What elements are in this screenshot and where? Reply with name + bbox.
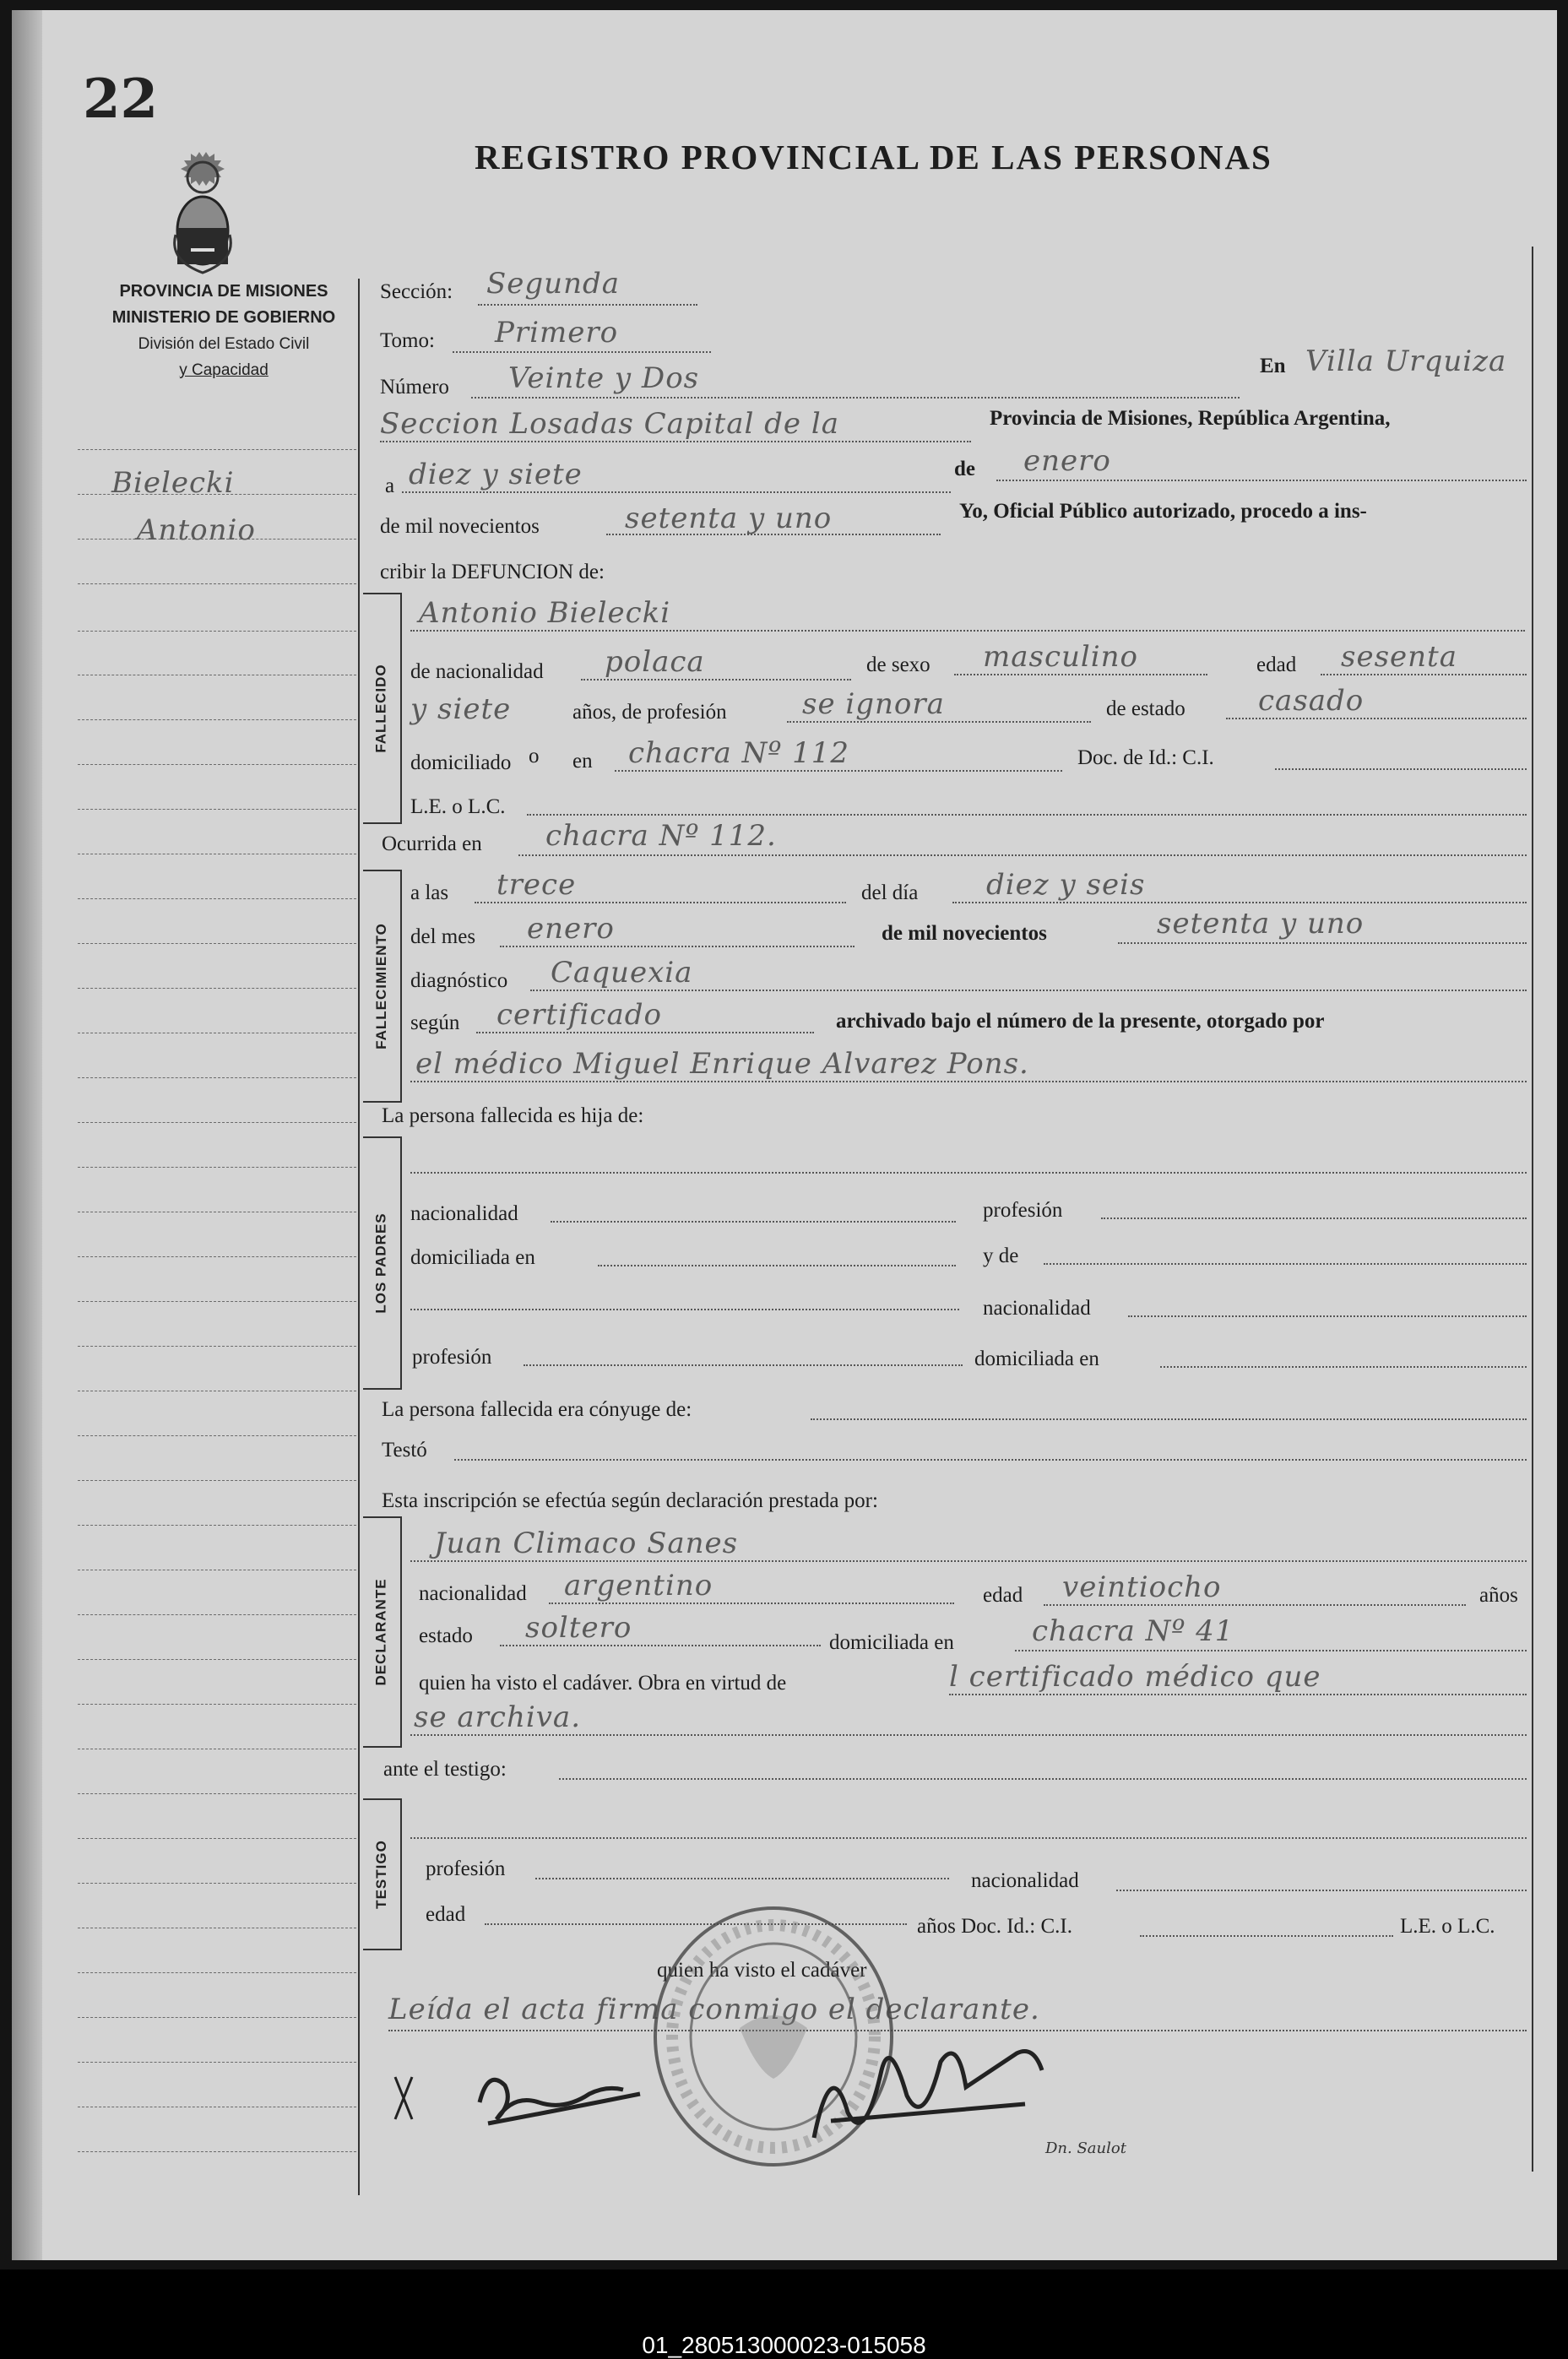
hora-label: a las [410, 881, 449, 904]
fallecido-section [363, 593, 402, 824]
year-label: de mil novecientos [380, 515, 540, 538]
page-number: 22 [83, 68, 159, 131]
registry-page [12, 10, 1557, 2260]
tomo-value: Primero [495, 316, 619, 350]
document-title: REGISTRO PROVINCIAL DE LAS PERSONAS [475, 138, 1272, 176]
stamp-name: Dn. Saulot [1045, 2139, 1126, 2157]
padres-section [363, 1136, 402, 1390]
numero-label: Número [380, 376, 449, 399]
estado-label: de estado [1106, 697, 1185, 720]
fallecido-nac-value: polaca [605, 645, 705, 679]
testigo-section [363, 1798, 402, 1950]
hija-text: La persona fallecida es hija de: [382, 1104, 644, 1127]
officer-signature-icon [797, 2020, 1050, 2155]
sexo-label: de sexo [866, 653, 930, 676]
month-value: enero [1023, 444, 1111, 478]
year-value: setenta y uno [625, 502, 833, 535]
fallecido-label: FALLECIDO [373, 664, 389, 753]
de-label: de [954, 458, 975, 480]
issuer-province: PROVINCIA DE MISIONES [119, 282, 328, 301]
domicilio-label: domiciliado [410, 751, 512, 774]
mes-label: del mes [410, 925, 476, 948]
declarante-nac-label: nacionalidad [419, 1582, 527, 1605]
fallecido-name: Antonio Bielecki [419, 596, 671, 630]
certificado-value-2: se archiva. [414, 1700, 581, 1734]
ocurrida-value: chacra Nº 112. [545, 819, 777, 853]
anio-label: de mil novecientos [882, 922, 1047, 945]
padres-domiciliada2-label: domiciliada en [974, 1348, 1099, 1370]
fallecimiento-section [363, 870, 402, 1103]
dia-label: del día [861, 881, 919, 904]
domicilio-value: chacra Nº 112 [628, 736, 850, 770]
conyuge-text: La persona fallecida era cónyuge de: [382, 1398, 692, 1421]
le-lc-label: L.E. o L.C. [410, 795, 506, 818]
testigo-intro: ante el testigo: [383, 1758, 507, 1781]
segun-label: según [410, 1011, 460, 1034]
diagnostico-label: diagnóstico [410, 969, 508, 992]
dia-value: diez y seis [986, 868, 1146, 902]
province-text: Provincia de Misiones, República Argentina, [990, 407, 1391, 430]
padres-profesion2-label: profesión [412, 1346, 492, 1369]
fallecido-nac-label: de nacionalidad [410, 660, 544, 683]
padres-profesion-label: profesión [983, 1199, 1063, 1222]
tomo-label: Tomo: [380, 329, 435, 352]
domicilio-suffix: o [529, 745, 540, 767]
closing-note: Leída el acta firma conmigo el declarante. [388, 1993, 1040, 2026]
declarante-edad-label: edad [983, 1584, 1023, 1607]
declarante-section [363, 1516, 402, 1748]
declarante-nac-value: argentino [564, 1569, 713, 1602]
day-value: diez y siete [409, 458, 583, 491]
testigo-profesion-label: profesión [426, 1857, 506, 1880]
fallecimiento-label: FALLECIMIENTO [373, 923, 390, 1049]
testigo-edad-label: edad [426, 1903, 466, 1926]
inscripcion-text: Esta inscripción se efectúa según declaración prestada por: [382, 1489, 878, 1512]
declarant-signature-icon [387, 2043, 674, 2145]
testo-text: Testó [382, 1439, 427, 1461]
visto-text: quien ha visto el cadáver. Obra en virtud de [419, 1672, 787, 1695]
declarante-domiciliada-label: domiciliada en [829, 1631, 954, 1654]
domicilio-en-label: en [572, 750, 593, 773]
segun-value: certificado [496, 998, 662, 1032]
image-identifier: 01_280513000023-015058 [642, 2332, 926, 2358]
testigo-label: TESTIGO [373, 1840, 389, 1909]
certificado-value-1: l certificado médico que [949, 1660, 1321, 1694]
a-label: a [385, 475, 395, 497]
declarante-estado-label: estado [419, 1624, 473, 1647]
archivado-text: archivado bajo el número de la presente, otorgado por [836, 1010, 1325, 1033]
numero-value: Veinte y Dos [508, 361, 700, 395]
inscribir-text: cribir la DEFUNCION de: [380, 561, 605, 583]
edad-value-2: y siete [410, 692, 512, 726]
margin-surname: Bielecki [111, 466, 235, 500]
margin-given-name: Antonio [137, 513, 256, 547]
place-value: Seccion Losadas Capital de la [380, 407, 839, 441]
edad-value-1: sesenta [1341, 640, 1457, 674]
en-value: Villa Urquiza [1305, 344, 1507, 378]
anio-value: setenta y uno [1157, 907, 1365, 941]
testigo-le-label: L.E. o L.C. [1400, 1915, 1495, 1938]
declarante-estado-value: soltero [525, 1611, 632, 1645]
ocurrida-label: Ocurrida en [382, 832, 482, 855]
declarante-label: DECLARANTE [373, 1578, 390, 1686]
anos-profesion-label: años, de profesión [572, 701, 727, 724]
padres-label: LOS PADRES [373, 1212, 390, 1314]
declarante-anos-label: años [1479, 1584, 1518, 1607]
estado-value: casado [1258, 684, 1365, 718]
issuer-capacidad: y Capacidad [179, 361, 269, 379]
testigo-nacionalidad-label: nacionalidad [971, 1869, 1079, 1892]
medico-value: el médico Miguel Enrique Alvarez Pons. [415, 1047, 1029, 1081]
padres-domiciliada-label: domiciliada en [410, 1246, 535, 1269]
sexo-value: masculino [983, 640, 1139, 674]
declarante-domicilio-value: chacra Nº 41 [1032, 1614, 1234, 1648]
issuer-block [76, 279, 372, 383]
declarante-edad-value: veintiocho [1062, 1570, 1222, 1604]
doc-id-label: Doc. de Id.: C.I. [1077, 746, 1214, 769]
coat-of-arms-icon [169, 150, 236, 277]
right-border [1532, 247, 1533, 2172]
book-binding [12, 10, 42, 2260]
declarante-name: Juan Climaco Sanes [434, 1527, 739, 1560]
oficial-text: Yo, Oficial Público autorizado, procedo a ins- [959, 500, 1367, 523]
hora-value: trece [496, 868, 577, 902]
mes-value: enero [527, 912, 615, 946]
issuer-ministry: MINISTERIO DE GOBIERNO [111, 308, 336, 327]
seccion-label: Sección: [380, 280, 453, 303]
margin-divider [358, 279, 360, 2195]
seccion-value: Segunda [486, 267, 621, 301]
padres-nac2-label: nacionalidad [983, 1297, 1091, 1320]
diagnostico-value: Caquexia [551, 956, 693, 990]
testigo-visto-text: quien ha visto el cadáver [657, 1959, 867, 1982]
profesion-value: se ignora [802, 687, 945, 721]
issuer-division: División del Estado Civil [138, 335, 310, 353]
edad-label: edad [1256, 653, 1297, 676]
padres-nac-label: nacionalidad [410, 1202, 518, 1225]
en-label: En [1260, 355, 1286, 377]
testigo-anos-doc-label: años Doc. Id.: C.I. [917, 1915, 1072, 1938]
y-de-label: y de [983, 1245, 1019, 1267]
